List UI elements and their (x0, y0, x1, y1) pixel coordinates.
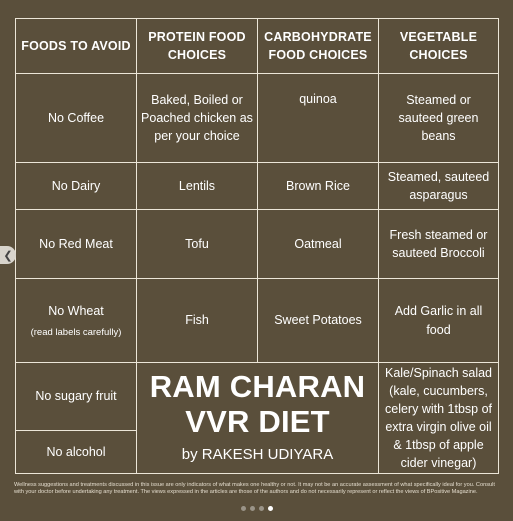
carousel-dot[interactable] (259, 506, 264, 511)
veg-garlic: Add Garlic in all food (378, 278, 499, 363)
carousel-prev-button[interactable] (0, 246, 16, 264)
avoid-wheat-note: (read labels carefully) (30, 326, 122, 338)
header-foods-to-avoid: FOODS TO AVOID (15, 18, 137, 74)
carousel-dot[interactable] (241, 506, 246, 511)
carb-quinoa: quinoa (257, 73, 379, 163)
header-vegetable: VEGETABLE CHOICES (378, 18, 499, 74)
carousel-dot[interactable] (250, 506, 255, 511)
protein-chicken: Baked, Boiled or Poached chicken as per your choice (136, 73, 258, 163)
carousel-pagination (241, 506, 273, 511)
title-byline: by RAKESH UDIYARA (181, 445, 334, 463)
veg-green-beans: Steamed or sauteed green beans (378, 73, 499, 163)
header-protein: PROTEIN FOOD CHOICES (136, 18, 258, 74)
veg-broccoli: Fresh steamed or sauteed Broccoli (378, 209, 499, 279)
title-line-1: RAM CHARAN (149, 369, 366, 405)
header-carbohydrate: CARBOHYDRATE FOOD CHOICES (257, 18, 379, 74)
carb-sweet-potatoes: Sweet Potatoes (257, 278, 379, 363)
protein-tofu: Tofu (136, 209, 258, 279)
disclaimer-text: Wellness suggestions and treatments discussed in this issue are only indicators of what makes one healthy or not. It may not be an accurate assessment of what specifically ideal for you. Consult with your doctor before undertaking any treatment. The views expressed in the articles are those of the authors and do not necessarily represent or reflect the views of BPositive Magazine. (14, 482, 495, 496)
title-line-2: VVR DIET (185, 404, 330, 440)
avoid-wheat-label: No Wheat (48, 303, 104, 318)
carb-oatmeal: Oatmeal (257, 209, 379, 279)
avoid-dairy: No Dairy (15, 162, 137, 210)
diet-title-block (136, 362, 379, 474)
veg-kale-salad: Kale/Spinach salad (kale, cucumbers, celery with 1tbsp of extra virgin olive oil & 1tbsp of apple cider vinegar) (378, 362, 499, 474)
diet-table (15, 18, 499, 474)
avoid-coffee: No Coffee (15, 73, 137, 163)
avoid-wheat (15, 278, 137, 363)
avoid-alcohol: No alcohol (15, 430, 137, 474)
avoid-red-meat: No Red Meat (15, 209, 137, 279)
carousel-dot-active[interactable] (268, 506, 273, 511)
avoid-sugary-fruit: No sugary fruit (15, 362, 137, 431)
veg-asparagus: Steamed, sauteed asparagus (378, 162, 499, 210)
chevron-left-icon: ❮ (3, 249, 13, 262)
carb-brown-rice: Brown Rice (257, 162, 379, 210)
protein-fish: Fish (136, 278, 258, 363)
protein-lentils: Lentils (136, 162, 258, 210)
